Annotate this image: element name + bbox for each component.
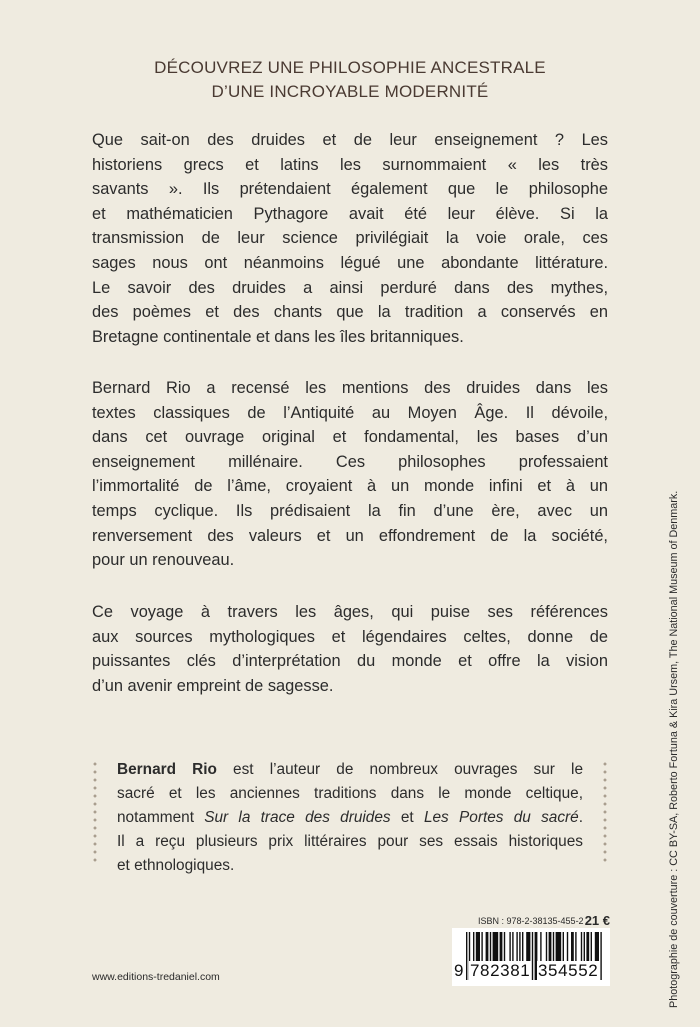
- bio-text: notamment: [117, 809, 205, 826]
- text-line: renversement des valeurs et un effondrement de la société,: [92, 526, 608, 545]
- text-line: enseignement millénaire. Ces philosophes professaient: [92, 452, 608, 471]
- text-line: sages nous ont néanmoins légué une abondante littérature.: [92, 253, 608, 272]
- text-line: l’immortalité de l’âme, croyaient à un monde infini et à un: [92, 477, 608, 496]
- bio-line-4: Il a reçu plusieurs prix littéraires pour ses essais historiques: [117, 833, 583, 850]
- back-cover-headline: [0, 56, 700, 104]
- bio-line-5: et ethnologiques.: [117, 857, 235, 874]
- barcode-number: [452, 960, 610, 982]
- text-line: Bernard Rio a recensé les mentions des druides dans les: [92, 379, 608, 397]
- author-bio: [117, 758, 583, 878]
- text-line: dans cet ouvrage original et fondamental, les bases d’un: [92, 428, 608, 447]
- photo-credit: Photographie de couverture : CC BY-SA, Roberto Fortuna & Kira Ursem, The National Museum of Denmark.: [668, 490, 680, 1008]
- bio-line-2: sacré et les anciennes traditions dans le monde celtique,: [117, 785, 583, 802]
- text-line: textes classiques de l’Antiquité au Moyen Âge. Il dévoile,: [92, 403, 608, 422]
- headline-line-2: D’UNE INCROYABLE MODERNITÉ: [211, 82, 489, 101]
- dotted-divider-left: [93, 760, 97, 866]
- paragraph-3: [92, 600, 608, 698]
- paragraph-2: [92, 376, 608, 573]
- text-line: temps cyclique. Ils prédisaient la fin d’une ère, avec un: [92, 501, 608, 520]
- book-title-1: Sur la trace des druides: [204, 809, 391, 826]
- author-name: Bernard Rio: [117, 761, 217, 778]
- isbn-text: ISBN : 978-2-38135-455-2: [478, 916, 584, 926]
- text-line: Le savoir des druides a ainsi perduré dans des mythes,: [92, 278, 608, 297]
- barcode-digits-group-2: 354552: [538, 961, 599, 980]
- bio-line-3: [117, 806, 583, 830]
- bio-text: et: [390, 809, 424, 826]
- text-line: et mathématicien Pythagore avait été leur élève. Si la: [92, 204, 608, 223]
- bio-line-1: [117, 758, 583, 782]
- text-line: Que sait-on des druides et de leur enseignement ? Les: [92, 131, 608, 149]
- text-line: aux sources mythologiques et légendaires celtes, donne de: [92, 627, 608, 646]
- headline-line-1: DÉCOUVREZ UNE PHILOSOPHIE ANCESTRALE: [154, 58, 546, 77]
- text-line: Ce voyage à travers les âges, qui puise ses références: [92, 603, 608, 621]
- paragraph-1: [92, 128, 608, 349]
- text-line: pour un renouveau.: [92, 551, 235, 570]
- book-title-2: Les Portes du sacré: [423, 809, 579, 826]
- text-line: Bretagne continentale et dans les îles britanniques.: [92, 327, 464, 346]
- text-line: des poèmes et des chants que la tradition a conservés en: [92, 303, 608, 322]
- price-tag: 21 €: [584, 913, 610, 928]
- text-line: d’un avenir empreint de sagesse.: [92, 676, 334, 695]
- publisher-website: www.editions-tredaniel.com: [92, 971, 220, 983]
- bio-text: .: [578, 809, 583, 826]
- bio-text: est l’auteur de nombreux ouvrages sur le: [216, 761, 584, 778]
- text-line: savants ». Ils prétendaient également que le philosophe: [92, 180, 608, 199]
- text-line: transmission de leur science privilégiait la voie orale, ces: [92, 229, 608, 248]
- text-line: historiens grecs et latins les surnommaient « les très: [92, 155, 608, 174]
- barcode-digits-group-1: 782381: [470, 961, 531, 980]
- text-line: puissantes clés d’interprétation du monde et offre la vision: [92, 652, 608, 671]
- barcode-digit-first: 9: [454, 961, 465, 980]
- dotted-divider-right: [603, 760, 607, 866]
